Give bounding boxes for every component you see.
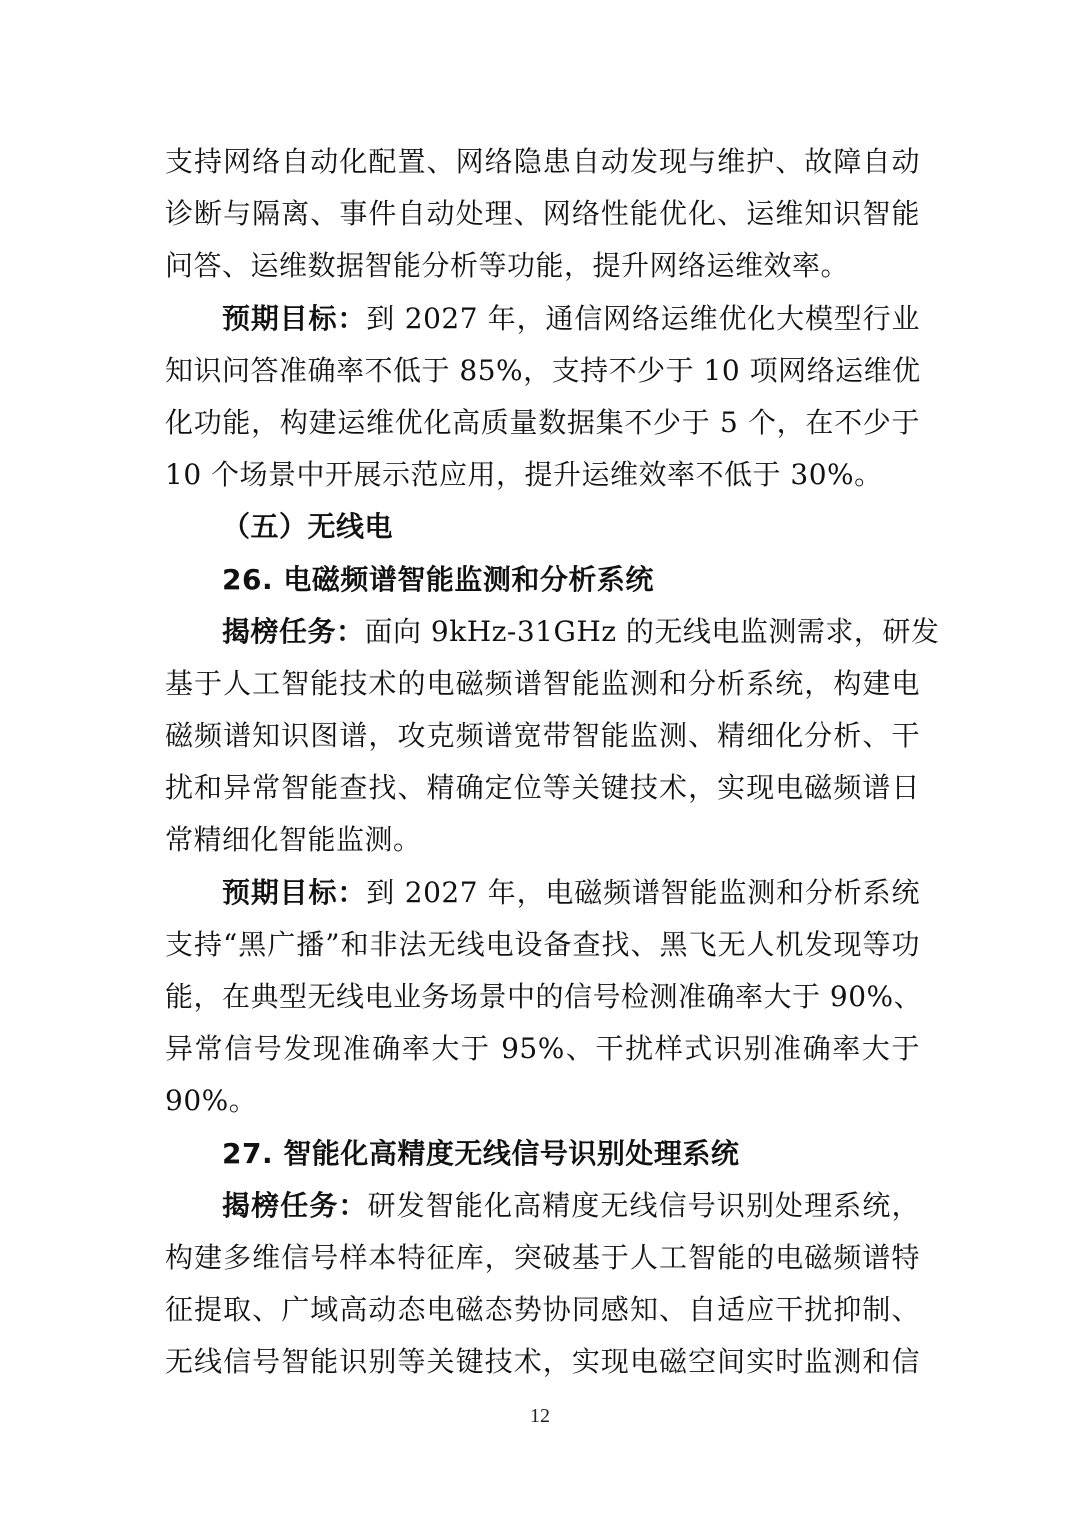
- goal-text: 到 2027 年，通信网络运维优化大模型行业: [366, 301, 920, 335]
- paragraph-line: 知识问答准确率不低于 85%，支持不少于 10 项网络运维优: [165, 353, 921, 387]
- task-paragraph-first-line: [165, 1180, 920, 1232]
- section-heading: （五）无线电: [222, 510, 394, 544]
- page-number: 12: [530, 1405, 550, 1427]
- item-heading-26: 26. 电磁频谱智能监测和分析系统: [222, 562, 654, 596]
- paragraph-line: 支持“黑广播”和非法无线电设备查找、黑飞无人机发现等功: [165, 927, 920, 961]
- task-paragraph-first-line: [165, 606, 940, 658]
- paragraph-line: 扰和异常智能查找、精确定位等关键技术，实现电磁频谱日: [165, 771, 920, 805]
- paragraph-line: 诊断与隔离、事件自动处理、网络性能优化、运维知识智能: [165, 197, 920, 231]
- goal-paragraph-first-line: [165, 293, 920, 345]
- paragraph-line: 能，在典型无线电业务场景中的信号检测准确率大于 90%、: [165, 980, 923, 1013]
- goal-text: 到 2027 年，电磁频谱智能监测和分析系统: [366, 875, 920, 909]
- paragraph-line: 异常信号发现准确率大于 95%、干扰样式识别准确率大于: [165, 1032, 920, 1066]
- goal-label: 预期目标：: [222, 875, 367, 909]
- paragraph-line: 10 个场景中开展示范应用，提升运维效率不低于 30%。: [165, 458, 883, 492]
- paragraph-line: 常精细化智能监测。: [165, 823, 422, 857]
- document-body: [165, 136, 940, 1389]
- goal-label: 预期目标：: [222, 301, 367, 335]
- paragraph-line: 支持网络自动化配置、网络隐患自动发现与维护、故障自动: [165, 145, 920, 178]
- item-heading-27: 27. 智能化高精度无线信号识别处理系统: [222, 1136, 740, 1170]
- paragraph-line: 问答、运维数据智能分析等功能，提升网络运维效率。: [165, 249, 850, 283]
- task-text: 面向 9kHz-31GHz 的无线电监测需求，研发: [364, 614, 940, 648]
- goal-paragraph-first-line: [165, 867, 920, 919]
- paragraph-line: 化功能，构建运维优化高质量数据集不少于 5 个，在不少于: [165, 405, 920, 439]
- paragraph-line: 无线信号智能识别等关键技术，实现电磁空间实时监测和信: [165, 1345, 920, 1379]
- task-label: 揭榜任务：: [222, 614, 365, 648]
- task-label: 揭榜任务：: [222, 1188, 368, 1222]
- paragraph-line: 磁频谱知识图谱，攻克频谱宽带智能监测、精细化分析、干: [165, 719, 920, 753]
- paragraph-line: 构建多维信号样本特征库，突破基于人工智能的电磁频谱特: [165, 1240, 920, 1274]
- paragraph-line: 基于人工智能技术的电磁频谱智能监测和分析系统，构建电: [165, 666, 920, 700]
- paragraph-line: 征提取、广域高动态电磁态势协同感知、自适应干扰抑制、: [165, 1293, 920, 1327]
- paragraph-line: 90%。: [165, 1084, 258, 1118]
- task-text: 研发智能化高精度无线信号识别处理系统，: [367, 1188, 920, 1222]
